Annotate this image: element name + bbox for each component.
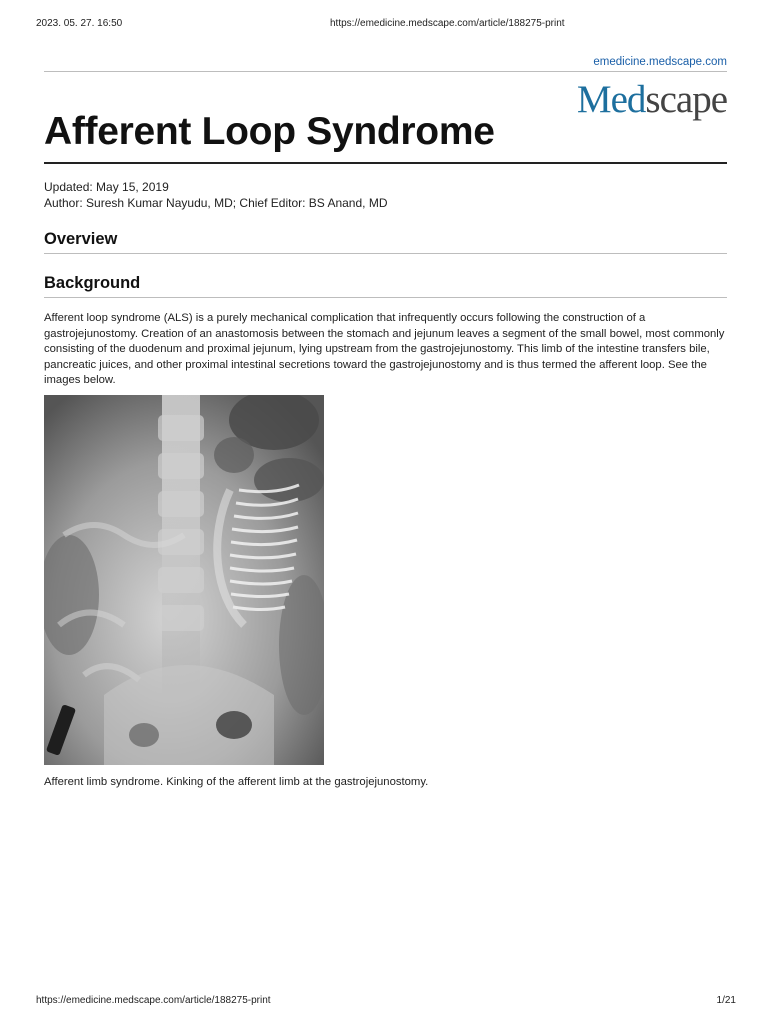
author-line: Author: Suresh Kumar Nayudu, MD; Chief Editor: BS Anand, MD: [44, 195, 388, 210]
logo-accent-text: Med: [576, 78, 646, 121]
logo-rest-text: scape: [645, 78, 727, 121]
background-divider: [44, 297, 727, 298]
footer-url: https://emedicine.medscape.com/article/188275-print: [36, 995, 271, 1006]
title-divider: [44, 162, 727, 164]
background-paragraph: Afferent loop syndrome (ALS) is a purely mechanical complication that infrequently occurs following the construction of a gastrojejunostomy. Creation of an anastomosis between the stomach and jejunum leaves a segment of the small bowel, most commonly consisting of the duodenum and proximal jejunum, lying upstream from the gastrojejunostomy. This limb of the intestine transfers bile, pancreatic juices, and other proximal intestinal secretions toward the gastrojejunostomy and is thus termed the afferent loop. See the images below.: [44, 312, 725, 386]
overview-heading: Overview: [44, 230, 118, 248]
print-datetime: 2023. 05. 27. 16:50: [36, 18, 123, 29]
figure-caption: Afferent limb syndrome. Kinking of the afferent limb at the gastrojejunostomy.: [44, 776, 429, 788]
print-header: [0, 18, 768, 32]
updated-date: Updated: May 15, 2019: [44, 180, 169, 194]
xray-image[interactable]: [44, 395, 324, 765]
background-heading: Background: [44, 274, 141, 292]
print-url: https://emedicine.medscape.com/article/188275-print: [330, 18, 565, 29]
medscape-logo[interactable]: [577, 80, 727, 119]
overview-divider: [44, 253, 727, 254]
site-link[interactable]: emedicine.medscape.com: [593, 56, 727, 68]
article-meta: [44, 180, 388, 211]
header-divider: [44, 71, 727, 72]
page-number: 1/21: [716, 995, 736, 1006]
page-title: Afferent Loop Syndrome: [44, 110, 495, 153]
xray-graphic: [44, 395, 324, 765]
